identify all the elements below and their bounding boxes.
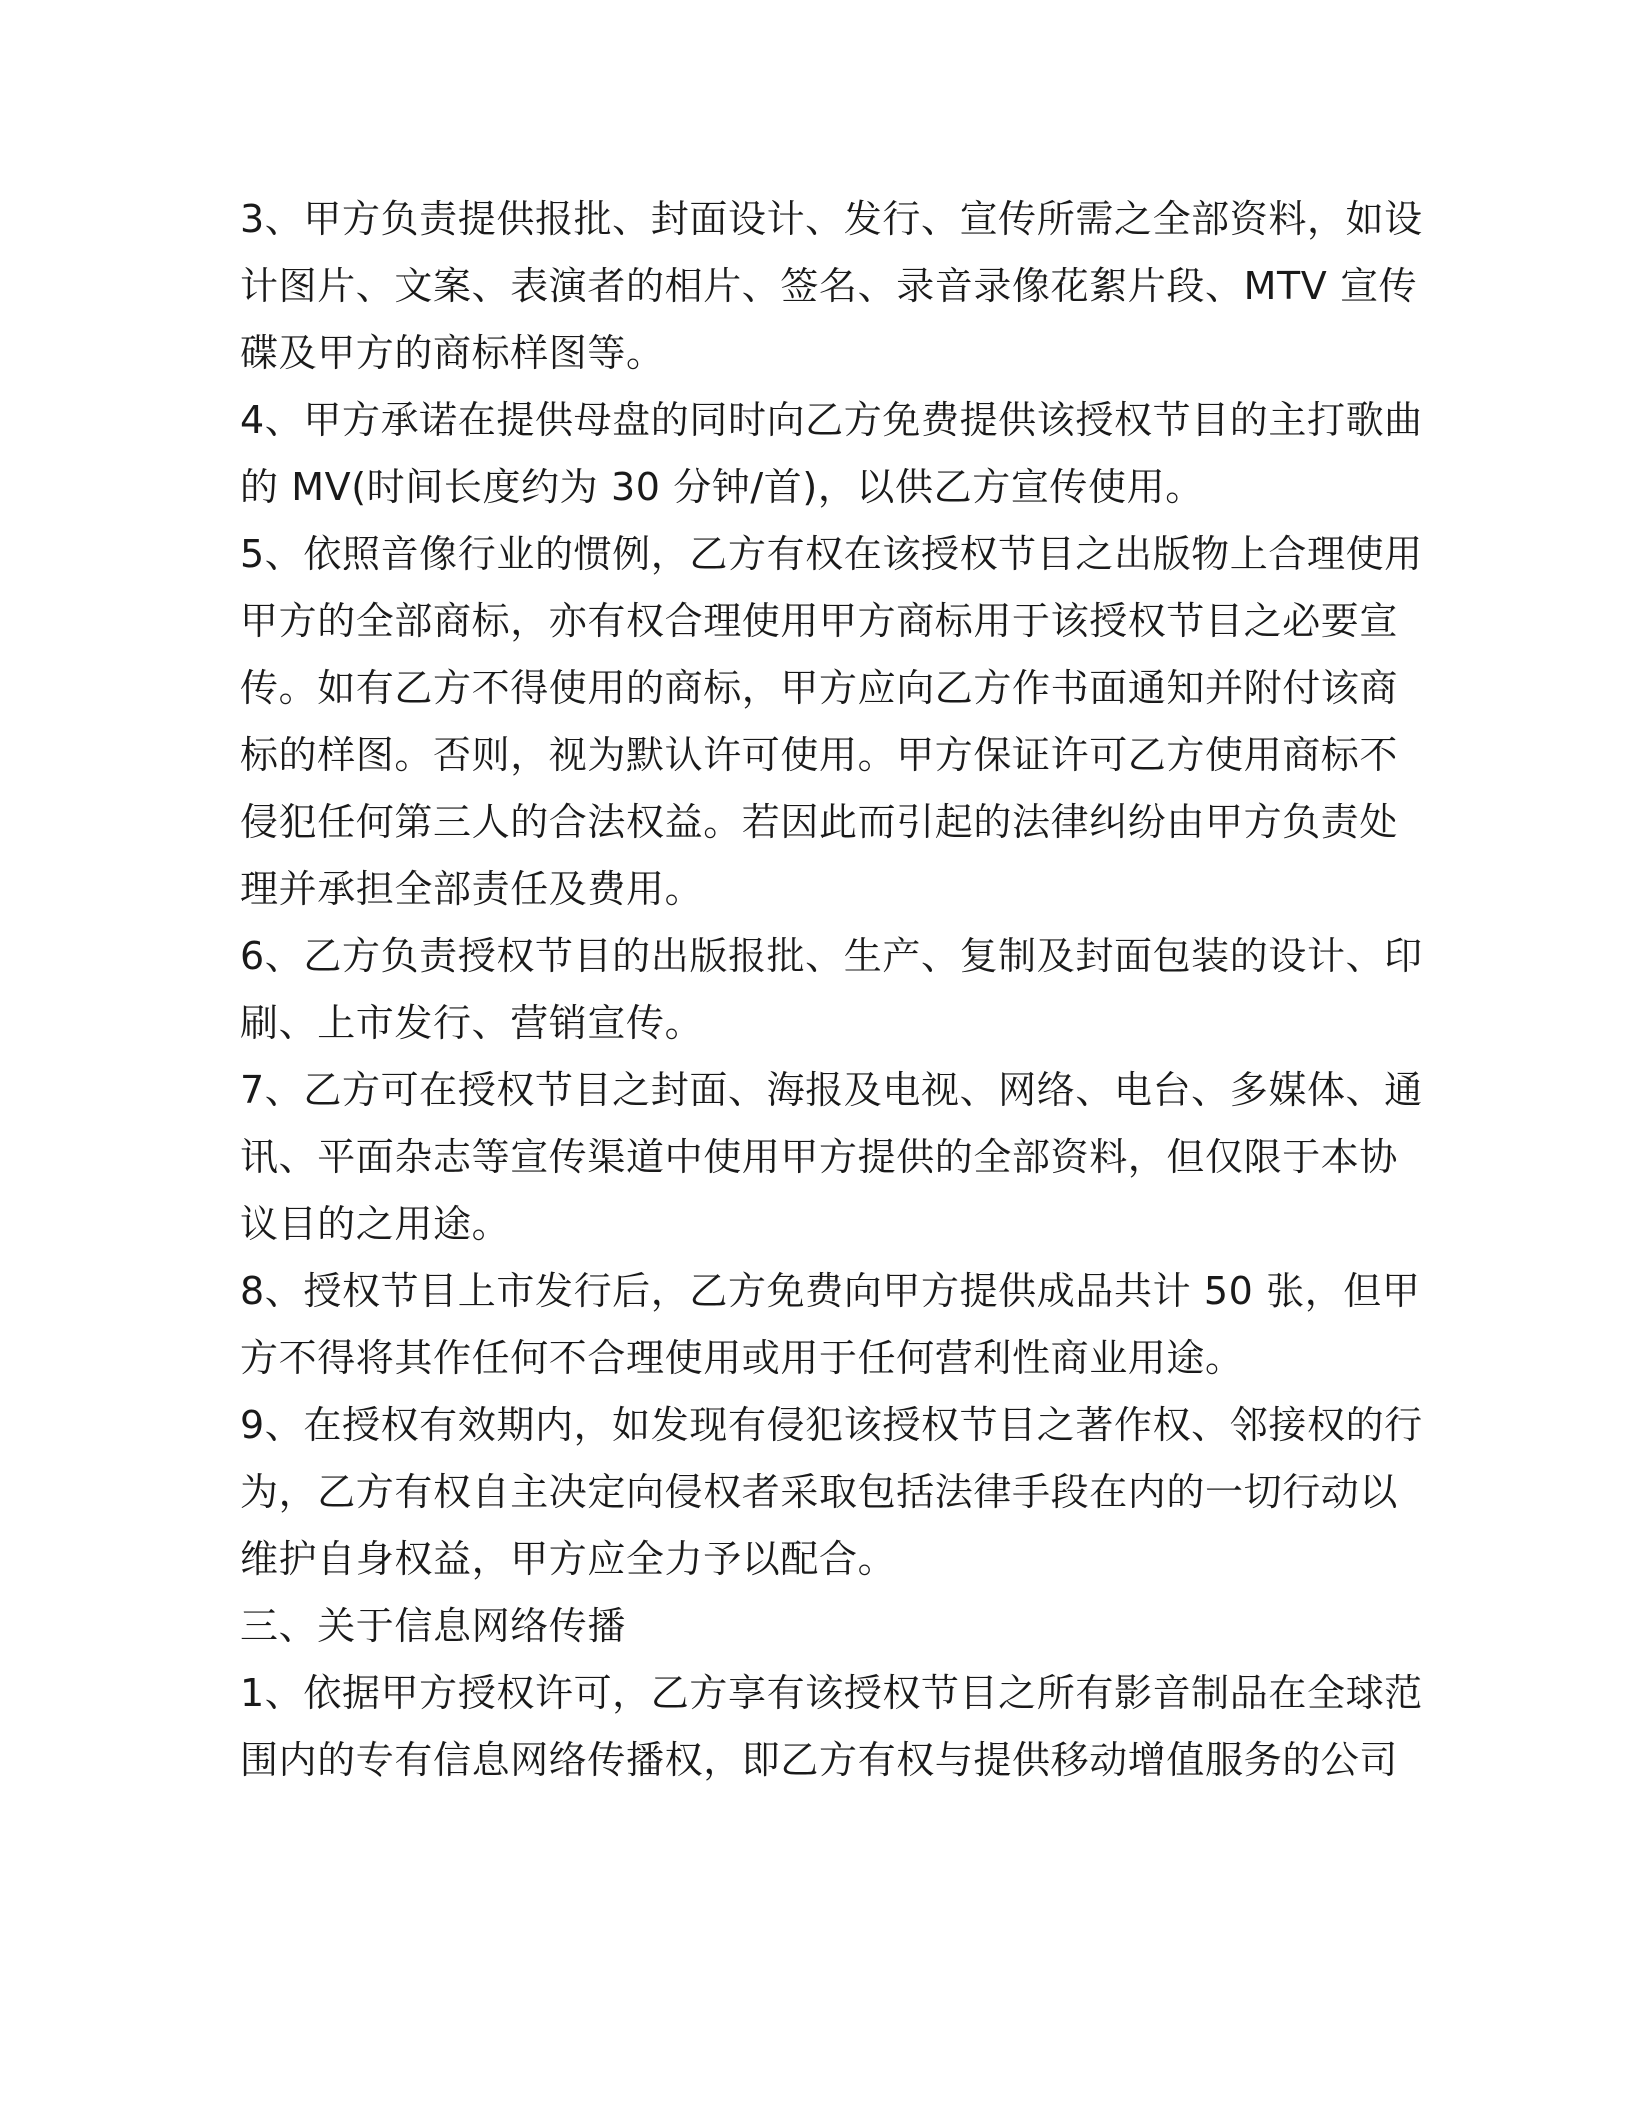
text-line: 刷、上市发行、营销宣传。 — [240, 1001, 704, 1045]
text-line: 碟及甲方的商标样图等。 — [240, 331, 665, 375]
text-line: 议目的之用途。 — [240, 1202, 511, 1246]
text-line: 标的样图。否则，视为默认许可使用。甲方保证许可乙方使用商标不 — [240, 733, 1399, 777]
text-line: 维护自身权益，甲方应全力予以配合。 — [240, 1537, 897, 1581]
text-line: 侵犯任何第三人的合法权益。若因此而引起的法律纠纷由甲方负责处 — [240, 800, 1399, 844]
document-body — [240, 186, 1423, 1794]
text-line: 传。如有乙方不得使用的商标，甲方应向乙方作书面通知并附付该商 — [240, 666, 1399, 710]
text-line: 6、乙方负责授权节目的出版报批、生产、复制及封面包装的设计、印 — [240, 934, 1423, 978]
text-line: 为，乙方有权自主决定向侵权者采取包括法律手段在内的一切行动以 — [240, 1470, 1399, 1514]
text-line: 方不得将其作任何不合理使用或用于任何营利性商业用途。 — [240, 1336, 1244, 1380]
text-line: 计图片、文案、表演者的相片、签名、录音录像花絮片段、MTV 宣传 — [240, 264, 1418, 308]
text-line: 4、甲方承诺在提供母盘的同时向乙方免费提供该授权节目的主打歌曲 — [240, 398, 1423, 442]
text-line: 甲方的全部商标，亦有权合理使用甲方商标用于该授权节目之必要宣 — [240, 599, 1399, 643]
text-line: 8、授权节目上市发行后，乙方免费向甲方提供成品共计 50 张，但甲 — [240, 1269, 1421, 1313]
text-line: 3、甲方负责提供报批、封面设计、发行、宣传所需之全部资料，如设 — [240, 197, 1423, 241]
text-line: 讯、平面杂志等宣传渠道中使用甲方提供的全部资料，但仅限于本协 — [240, 1135, 1399, 1179]
text-line: 理并承担全部责任及费用。 — [240, 867, 704, 911]
text-line: 1、依据甲方授权许可，乙方享有该授权节目之所有影音制品在全球范 — [240, 1671, 1423, 1715]
text-line: 9、在授权有效期内，如发现有侵犯该授权节目之著作权、邻接权的行 — [240, 1403, 1423, 1447]
section-heading: 三、关于信息网络传播 — [240, 1604, 627, 1648]
text-line: 围内的专有信息网络传播权，即乙方有权与提供移动增值服务的公司 — [240, 1738, 1399, 1782]
text-line: 5、依照音像行业的惯例，乙方有权在该授权节目之出版物上合理使用 — [240, 532, 1423, 576]
text-line: 的 MV(时间长度约为 30 分钟/首)，以供乙方宣传使用。 — [240, 465, 1204, 509]
text-line: 7、乙方可在授权节目之封面、海报及电视、网络、电台、多媒体、通 — [240, 1068, 1423, 1112]
